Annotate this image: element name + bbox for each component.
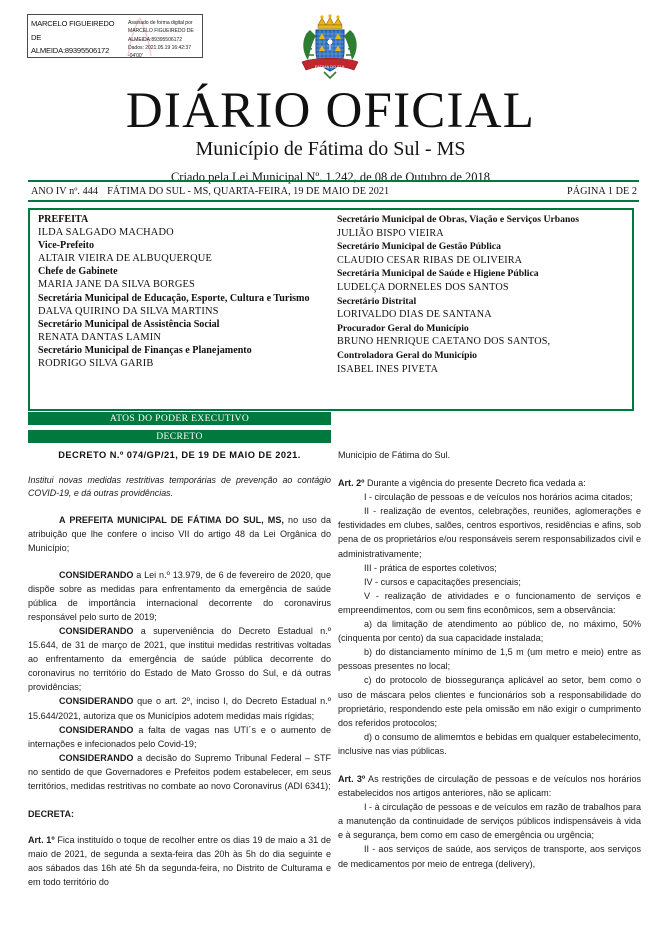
art2-item: IV - cursos e capacitações presenciais; (364, 576, 521, 587)
official-role: Secretário Municipal de Finanças e Planejamento (38, 344, 252, 356)
issue-ano: ANO IV nº. 444 (31, 186, 99, 197)
considerando-label: CONSIDERANDO (59, 696, 134, 707)
official-name: ALTAIR VIEIRA DE ALBUQUERQUE (38, 253, 212, 265)
art3-item: II - aos serviços de saúde, aos serviços de transporte, aos serviços de medicamentos por meio de entrega (delivery), (338, 844, 641, 869)
official-name: JULIÃO BISPO VIEIRA (337, 227, 444, 239)
decree-preamble-rest: no uso da atribuição que lhe confere o inciso VII do artigo 48 da Lei Orgânica do Município; (28, 515, 331, 554)
officials-column-right (331, 213, 632, 409)
art2-subitem: c) do protocolo de biossegurança aplicável ao setor, bem como o uso de máscara pelos clientes e funcionários sob a responsabilidade do proprietário, respondendo este pela omissão em não exigir o cumprimento dos referidos protocolos; (338, 675, 641, 728)
page-indicator: PÁGINA 1 DE 2 (567, 186, 637, 197)
official-name: LORIVALDO DIAS DE SANTANA (337, 309, 492, 321)
official-role: Secretário Municipal de Obras, Viação e Serviços Urbanos (337, 214, 579, 225)
official-role: Procurador Geral do Município (337, 322, 469, 334)
officials-column-left (30, 213, 331, 409)
art2-item: III - prática de esportes coletivos; (364, 562, 497, 573)
masthead-subtitle: Município de Fátima do Sul - MS (195, 138, 466, 160)
considerando-label: CONSIDERANDO (59, 569, 134, 580)
considerando-text: a decisão do Supremo Tribunal Federal – STF no sentido de que Governadores e Prefeitos podem estabelecer, em seus territórios, medidas restritivas no combate ao novo Coronavirus (ADI 6341); (28, 752, 331, 791)
signature-details (126, 15, 202, 57)
considerando-text: a falta de vagas nas UTI´s e o aumento de internações e infecionados pelo Covid-19; (28, 724, 331, 749)
signature-detail-line: Assinado de forma digital por (128, 20, 193, 26)
official-role: Secretário Distrital (337, 295, 417, 307)
considerando-label: CONSIDERANDO (59, 625, 134, 636)
official-role: Vice-Prefeito (38, 240, 95, 252)
masthead (0, 83, 661, 185)
section-banner-atos: ATOS DO PODER EXECUTIVO (28, 412, 331, 425)
signature-name-line: MARCELO FIGUEIREDO (31, 19, 115, 28)
signature-detail-line: ALMEIDA:89395506172 (128, 36, 182, 43)
signature-name-line: ALMEIDA:89395506172 (31, 46, 110, 55)
official-role: Secretário Municipal de Assistência Social (38, 318, 220, 330)
art3-text: As restrições de circulação de pessoas e de veículos nos horários estabelecidos nos artigos anteriores, não se aplicam: (338, 773, 641, 799)
official-role: Controladora Geral do Município (337, 349, 478, 361)
signature-name-line: DE (31, 32, 42, 42)
issue-info-bar (28, 180, 639, 202)
decree-number: DECRETO N.º 074/GP/21, DE 19 DE MAIO DE 2021. (58, 450, 301, 460)
svg-text:FATIMA DO SUL: FATIMA DO SUL (315, 64, 345, 69)
page-title: DIÁRIO OFICIAL (125, 83, 536, 139)
art1-continuation: Município de Fátima do Sul. (338, 450, 451, 460)
official-name: CLAUDIO CESAR RIBAS DE OLIVEIRA (337, 254, 523, 266)
signature-name (28, 15, 126, 57)
official-role: PREFEITA (38, 214, 89, 225)
art2-item: V - realização de atividades e o funcionamento de serviços e empreendimentos, com ou sem fins econômicos, sem a observância: (338, 590, 641, 615)
signature-detail-line: Dados: 2021.05.19 16:42:37 -04'00' (128, 44, 191, 58)
considerando-label: CONSIDERANDO (59, 752, 134, 763)
official-name: ILDA SALGADO MACHADO (38, 227, 174, 239)
official-name: BRUNO HENRIQUE CAETANO DOS SANTOS, (337, 336, 551, 348)
considerando-text: a Lei n.º 13.979, de 6 de fevereiro de 2020, que dispõe sobre as medidas para enfrentamento da emergência de saúde pública de importância internacional decorrente do coronavirus responsável pelo surto de 2019; (28, 569, 331, 622)
official-name: MARIA JANE DA SILVA BORGES (38, 279, 195, 291)
decree-preamble-bold: A PREFEITA MUNICIPAL DE FÁTIMA DO SUL, MS, (59, 515, 284, 526)
art1-label: Art. 1º (28, 835, 55, 846)
officials-box (28, 208, 634, 411)
art3-item: I - à circulação de pessoas e de veículos em razão de trabalhos para a manutenção da continuidade de serviços públicos indispensáveis à vida e à segurança, bem como em caso de emergência ou urgência; (338, 802, 641, 841)
body-column-left (28, 448, 331, 890)
considerando-text: que o art. 2º, inciso I, do Decreto Estadual n.º 15.644/2021, autoriza que os Municípios adotem medidas mais rígidas; (28, 696, 331, 721)
masthead-law-line: Criado pela Lei Municipal Nº. 1.242, de 08 de Outubro de 2018 (170, 170, 491, 184)
considerando-text: a superveniência do Decreto Estadual n.º 15.644, de 31 de março de 2021, que institui medidas restritivas voltadas ao enfrentamento da emergência de saúde pública decorrente do coronavirus no território do Estado de Mato Grosso do Sul, e dá outras providências; (28, 625, 331, 693)
official-name: ISABEL INES PIVETA (337, 363, 439, 375)
official-name: RODRIGO SILVA GARIB (38, 358, 154, 370)
art2-item: II - realização de eventos, celebrações, reuniões, aglomerações e festividades em clubes, salões, centros esportivos, residências e afins, sob pena de os proprietários e/ou responsáveis serem responsabilizados civil e administrativamente; (338, 506, 641, 559)
decree-ementa: Institui novas medidas restritivas temporárias de prevenção ao contágio COVID-19, e dá outras providências. (28, 475, 331, 498)
official-role: Secretária Municipal de Saúde e Higiene Pública (337, 268, 539, 280)
art2-subitem: a) da limitação de atendimento ao público de, no máximo, 50% (cinquenta por cento) da sua capacidade instalada; (338, 619, 641, 644)
digital-signature-box (27, 14, 203, 58)
art1-text: Fica instituído o toque de recolher entre os dias 19 de maio a 31 de maio de 2021, de segunda a sexta-feira das 20h às 5h do dia seguinte e aos sábados das 16h até 5h da segunda-feira, no Distrito de Culturama e em todo território do (28, 835, 331, 888)
coat-of-arms-icon (296, 12, 364, 82)
official-role: Chefe de Gabinete (38, 266, 118, 278)
art3-label: Art. 3º (338, 773, 366, 784)
official-role: Secretário Municipal de Gestão Pública (337, 241, 501, 253)
section-banner-decreto: DECRETO (28, 430, 331, 443)
issue-location-date: FÁTIMA DO SUL - MS, QUARTA-FEIRA, 19 DE MAIO DE 2021 (107, 186, 390, 197)
official-name: LUDELÇA DORNELES DOS SANTOS (337, 281, 509, 293)
art2-subitem: b) do distanciamento mínimo de 1,5 m (um metro e meio) entre as pessoas presentes no local; (338, 647, 641, 672)
art2-item: I - circulação de pessoas e de veículos nos horários acima citados; (364, 492, 633, 503)
body-column-right (338, 448, 641, 871)
signature-detail-line: MARCELO FIGUEIREDO DE (128, 28, 194, 35)
decreta-label: DECRETA: (28, 809, 75, 820)
issue-info-left (31, 186, 389, 197)
official-name: DALVA QUIRINO DA SILVA MARTINS (38, 305, 219, 317)
art2-text: Durante a vigência do presente Decreto fica vedada a: (364, 478, 586, 489)
considerando-label: CONSIDERANDO (59, 724, 134, 735)
official-role: Secretária Municipal de Educação, Esporte, Cultura e Turismo (38, 292, 310, 304)
art2-subitem: d) o consumo de alimemtos e bebidas em qualquer estabelecimento, inclusive nas vias públicas. (338, 731, 641, 756)
art2-label: Art. 2º (338, 478, 365, 489)
official-name: RENATA DANTAS LAMIN (38, 331, 161, 343)
